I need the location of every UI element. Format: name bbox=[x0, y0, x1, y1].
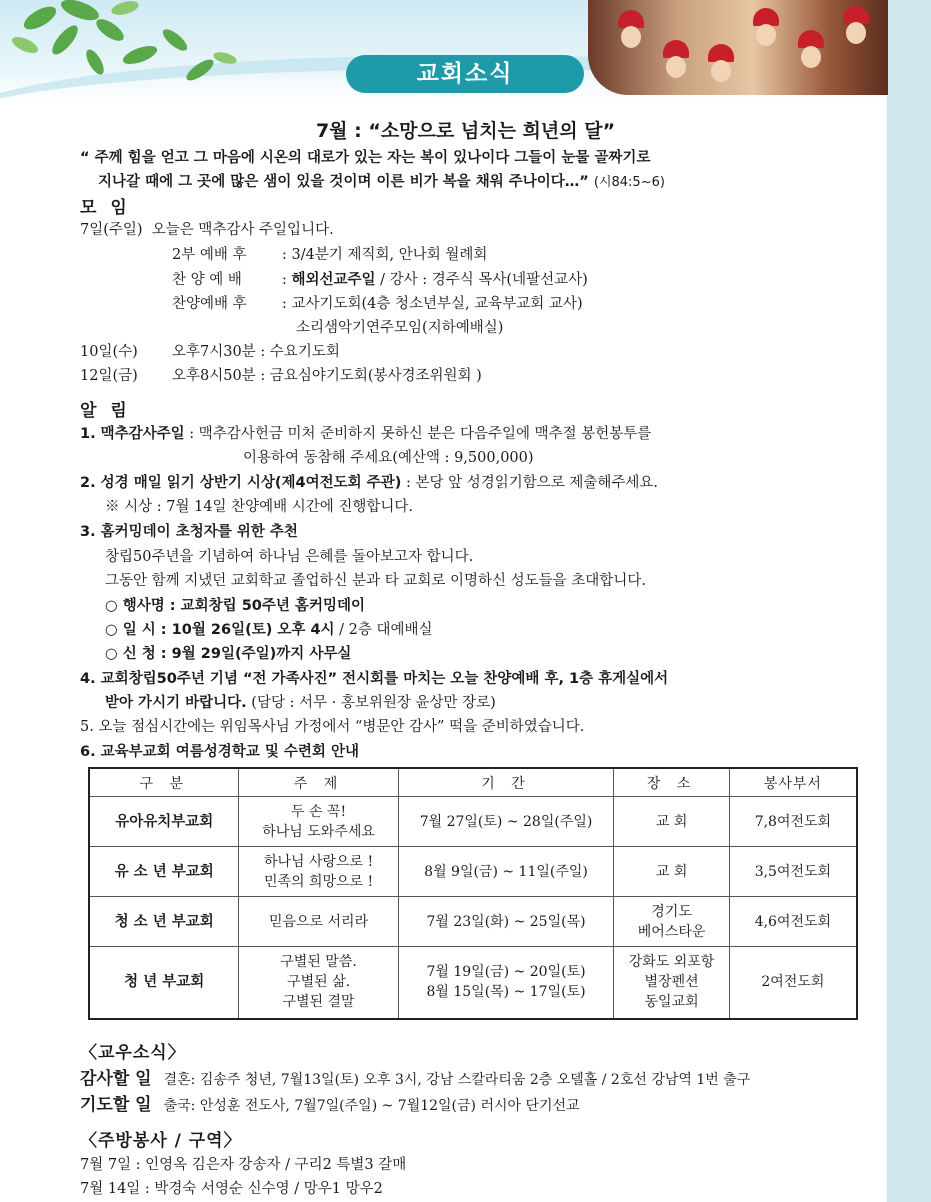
notice-3-text-1: 창립50주년을 기념하여 하나님 은혜를 돌아보고자 합니다. bbox=[105, 549, 474, 565]
month-theme: 7월 : “소망으로 넘치는 희년의 달” bbox=[315, 120, 616, 142]
notice-3-text-2: 그동안 함께 지냈던 교회학교 졸업하신 분과 타 교회로 이명하신 성도들을 초대합니다. bbox=[105, 573, 646, 589]
meeting-line-5: 소리샘악기연주모임(지하예배실) bbox=[296, 320, 504, 336]
period-cell: 7월 27일(토) ~ 28일(주일) bbox=[398, 797, 614, 847]
meeting-line-6: 10일(수) 오후7시30분 : 수요기도회 bbox=[80, 344, 340, 360]
meeting-heading: 모 임 bbox=[80, 198, 131, 218]
leaves-decoration bbox=[10, 0, 250, 95]
notice-3-event-name: ○ 행사명 : 교회창립 50주년 홈커밍데이 bbox=[105, 598, 365, 614]
notice-1: 1. 맥추감사주일 : 맥추감사헌금 미처 준비하지 못하신 분은 다음주일에 맥추절 봉헌봉투를 bbox=[80, 426, 652, 442]
column-header: 주 제 bbox=[239, 768, 398, 797]
place-cell: 강화도 외포항 별장펜션 동일교회 bbox=[614, 947, 729, 1019]
dept-cell: 청 년 부교회 bbox=[89, 947, 239, 1019]
verse-line-2: 지나갈 때에 그 곳에 많은 샘이 있을 것이며 이른 비가 복을 채워 주나이다…” (시84:5~6) bbox=[98, 174, 665, 190]
column-header: 봉사부서 bbox=[729, 768, 857, 797]
meeting-line-4: 찬양예배 후 : 교사기도회(4층 청소년부실, 교육부교회 교사) bbox=[172, 296, 583, 312]
notice-3-event-time: ○ 일 시 : 10월 26일(토) 오후 4시 / 2층 대예배실 bbox=[105, 622, 433, 638]
page-title: 교회소식 bbox=[346, 55, 584, 93]
kitchen-line-2: 7월 14일 : 박경숙 서영순 신수영 / 망우1 망우2 bbox=[80, 1181, 383, 1197]
table-row bbox=[89, 947, 857, 1019]
verse-reference: (시84:5~6) bbox=[593, 175, 665, 190]
column-header: 기 간 bbox=[398, 768, 614, 797]
period-cell: 8월 9일(금) ~ 11일(주일) bbox=[398, 847, 614, 897]
notice-5: 5. 오늘 점심시간에는 위임목사님 가정에서 “병문안 감사” 떡을 준비하였습니다. bbox=[80, 719, 585, 735]
place-cell: 교 회 bbox=[614, 847, 729, 897]
meeting-line-7: 12일(금) 오후8시50분 : 금요심야기도회(봉사경조위원회 ) bbox=[80, 368, 482, 384]
notice-3-apply: ○ 신 청 : 9월 29일(주일)까지 사무실 bbox=[105, 646, 352, 662]
meeting-line-1: 7일(주일) 오늘은 맥추감사 주일입니다. bbox=[80, 222, 334, 238]
theme-cell: 하나님 사랑으로 ! 민족의 희망으로 ! bbox=[239, 847, 398, 897]
member-news-heading: 〈교우소식〉 bbox=[80, 1043, 186, 1063]
side-stripe bbox=[887, 0, 931, 1202]
verse-line-1: “ 주께 힘을 얻고 그 마음에 시온의 대로가 있는 자는 복이 있나이다 그들이 눈물 골짜기로 bbox=[80, 150, 651, 166]
notice-3: 3. 홈커밍데이 초청자를 위한 추천 bbox=[80, 524, 298, 540]
notice-2-note: ※ 시상 : 7월 14일 찬양예배 시간에 진행합니다. bbox=[105, 499, 414, 515]
prayer-label: 기도할 일 bbox=[80, 1095, 152, 1115]
column-header: 장 소 bbox=[614, 768, 729, 797]
thanks-row: 감사할 일 결혼: 김송주 청년, 7월13일(토) 오후 3시, 강남 스칼라티움 2층 오델홀 / 2호선 강남역 1번 출구 bbox=[80, 1069, 751, 1089]
team-cell: 4,6여전도회 bbox=[729, 897, 857, 947]
scripture-verse bbox=[80, 146, 870, 195]
team-cell: 7,8여전도회 bbox=[729, 797, 857, 847]
table-header-row bbox=[89, 768, 857, 797]
meeting-line-3: 찬 양 예 배 : 해외선교주일 / 강사 : 경주식 목사(네팔선교사) bbox=[172, 272, 588, 288]
team-cell: 2여전도회 bbox=[729, 947, 857, 1019]
notices-heading: 알 림 bbox=[80, 401, 131, 421]
theme-cell: 믿음으로 서리라 bbox=[239, 897, 398, 947]
kitchen-heading: 〈주방봉사 / 구역〉 bbox=[80, 1131, 242, 1151]
period-cell: 7월 19일(금) ~ 20일(토) 8월 15일(목) ~ 17일(토) bbox=[398, 947, 614, 1019]
dept-cell: 유 소 년 부교회 bbox=[89, 847, 239, 897]
kitchen-line-1: 7월 7일 : 인영옥 김은자 강송자 / 구리2 특별3 갈매 bbox=[80, 1157, 407, 1173]
theme-cell: 두 손 꼭! 하나님 도와주세요 bbox=[239, 797, 398, 847]
table-row bbox=[89, 797, 857, 847]
period-cell: 7월 23일(화) ~ 25일(목) bbox=[398, 897, 614, 947]
notice-2: 2. 성경 매일 읽기 상반기 시상(제4여전도회 주관) : 본당 앞 성경읽기함으로 제출해주세요. bbox=[80, 475, 659, 491]
team-cell: 3,5여전도회 bbox=[729, 847, 857, 897]
place-cell: 교 회 bbox=[614, 797, 729, 847]
notice-1-cont: 이용하여 동참해 주세요(예산액 : 9,500,000) bbox=[243, 450, 534, 466]
meeting-line-2: 2부 예배 후 : 3/4분기 제직회, 안나회 월례회 bbox=[172, 247, 488, 263]
column-header: 구 분 bbox=[89, 768, 239, 797]
prayer-row: 기도할 일 출국: 안성훈 전도사, 7월7일(주일) ~ 7월12일(금) 러시아 단기선교 bbox=[80, 1095, 580, 1115]
summer-school-table bbox=[88, 767, 858, 1020]
table-row bbox=[89, 847, 857, 897]
dept-cell: 유아유치부교회 bbox=[89, 797, 239, 847]
choir-photo bbox=[588, 0, 888, 95]
notice-4-cont: 받아 가시기 바랍니다. (담당 : 서무 · 홍보위원장 윤상만 장로) bbox=[105, 695, 496, 711]
table-row bbox=[89, 897, 857, 947]
notice-6: 6. 교육부교회 여름성경학교 및 수련회 안내 bbox=[80, 744, 359, 760]
theme-cell: 구별된 말씀. 구별된 삶. 구별된 결말 bbox=[239, 947, 398, 1019]
notice-4: 4. 교회창립50주년 기념 “전 가족사진” 전시회를 마치는 오늘 찬양예배 후, 1층 휴게실에서 bbox=[80, 671, 669, 687]
place-cell: 경기도 베어스타운 bbox=[614, 897, 729, 947]
thanks-label: 감사할 일 bbox=[80, 1069, 152, 1089]
dept-cell: 청 소 년 부교회 bbox=[89, 897, 239, 947]
